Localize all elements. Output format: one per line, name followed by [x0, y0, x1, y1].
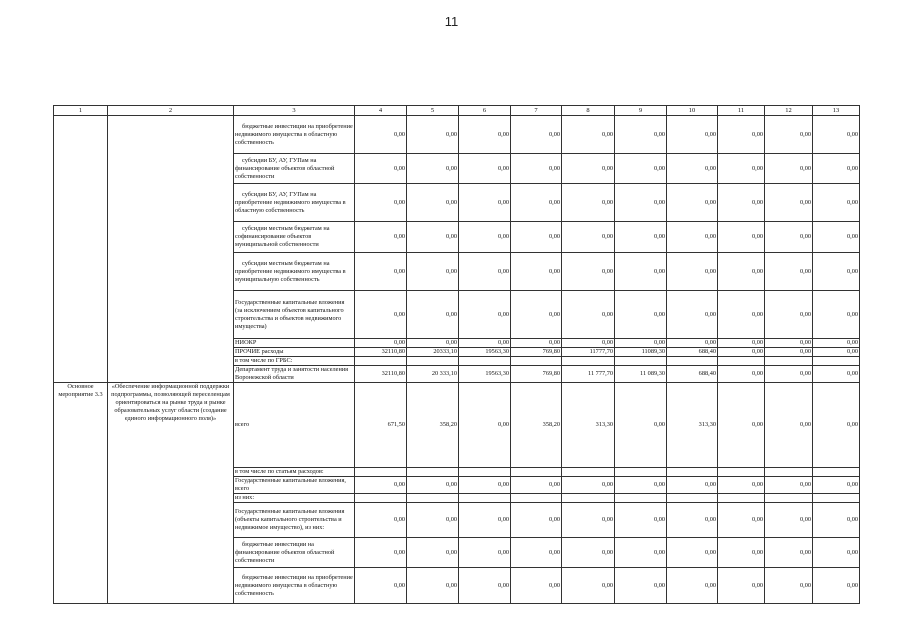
value-cell: 0,00: [562, 339, 615, 348]
value-cell: 0,00: [765, 568, 813, 604]
value-cell: 0,00: [813, 291, 860, 339]
table-header-row: [54, 106, 860, 116]
value-cell: 0,00: [511, 116, 562, 154]
value-cell: 769,80: [511, 366, 562, 383]
value-cell: 19563,30: [459, 366, 511, 383]
value-cell: 769,80: [511, 348, 562, 357]
value-cell: 0,00: [407, 116, 459, 154]
value-cell: 671,50: [355, 383, 407, 468]
table-body: [54, 106, 860, 604]
value-cell: 0,00: [667, 291, 718, 339]
value-cell: [765, 357, 813, 366]
column-header: 3: [234, 106, 355, 116]
column-header: 2: [108, 106, 234, 116]
value-cell: 0,00: [667, 538, 718, 568]
value-cell: 0,00: [813, 503, 860, 538]
value-cell: 0,00: [459, 383, 511, 468]
value-cell: 0,00: [355, 154, 407, 184]
value-cell: 0,00: [765, 291, 813, 339]
value-cell: 0,00: [615, 291, 667, 339]
column-header: 4: [355, 106, 407, 116]
value-cell: 358,20: [407, 383, 459, 468]
value-cell: 0,00: [355, 253, 407, 291]
value-cell: 0,00: [562, 477, 615, 494]
value-cell: 0,00: [718, 348, 765, 357]
value-cell: [355, 494, 407, 503]
value-cell: [765, 494, 813, 503]
value-cell: 0,00: [459, 116, 511, 154]
value-cell: 0,00: [765, 154, 813, 184]
value-cell: 0,00: [459, 154, 511, 184]
value-cell: 19563,30: [459, 348, 511, 357]
table-row: [54, 116, 860, 154]
value-cell: 0,00: [765, 477, 813, 494]
value-cell: [407, 357, 459, 366]
value-cell: 0,00: [615, 154, 667, 184]
value-cell: 688,40: [667, 366, 718, 383]
value-cell: 32110,80: [355, 366, 407, 383]
value-cell: 0,00: [562, 184, 615, 222]
value-cell: [511, 357, 562, 366]
row-label: в том числе по ГРБС:: [234, 357, 355, 366]
value-cell: [562, 468, 615, 477]
value-cell: 20 333,10: [407, 366, 459, 383]
value-cell: 0,00: [765, 339, 813, 348]
value-cell: [667, 468, 718, 477]
value-cell: 0,00: [667, 184, 718, 222]
value-cell: [459, 357, 511, 366]
value-cell: 0,00: [718, 291, 765, 339]
value-cell: 0,00: [813, 366, 860, 383]
value-cell: 0,00: [562, 154, 615, 184]
column-header: 12: [765, 106, 813, 116]
value-cell: 0,00: [615, 222, 667, 253]
value-cell: 0,00: [667, 477, 718, 494]
value-cell: 0,00: [562, 116, 615, 154]
value-cell: 0,00: [667, 339, 718, 348]
value-cell: 0,00: [667, 222, 718, 253]
value-cell: 0,00: [459, 222, 511, 253]
row-label: субсидии БУ, АУ, ГУПам на финансирование объектов областной собственности: [234, 154, 355, 184]
value-cell: [459, 494, 511, 503]
value-cell: 0,00: [511, 477, 562, 494]
row-label: бюджетные инвестиции на приобретение недвижимого имущества в областную собственность: [234, 568, 355, 604]
value-cell: 0,00: [511, 253, 562, 291]
value-cell: 0,00: [355, 568, 407, 604]
value-cell: 0,00: [407, 568, 459, 604]
value-cell: 0,00: [459, 568, 511, 604]
value-cell: 0,00: [459, 339, 511, 348]
value-cell: 313,30: [562, 383, 615, 468]
value-cell: 0,00: [407, 291, 459, 339]
value-cell: 0,00: [765, 366, 813, 383]
row-label: субсидии БУ, АУ, ГУПам на приобретение недвижимого имущества в областную собственность: [234, 184, 355, 222]
value-cell: 0,00: [355, 477, 407, 494]
value-cell: 11 089,30: [615, 366, 667, 383]
value-cell: 0,00: [718, 477, 765, 494]
value-cell: 0,00: [511, 503, 562, 538]
value-cell: 0,00: [765, 538, 813, 568]
value-cell: 0,00: [813, 477, 860, 494]
value-cell: 0,00: [459, 503, 511, 538]
value-cell: 0,00: [667, 116, 718, 154]
value-cell: 0,00: [765, 348, 813, 357]
value-cell: 0,00: [407, 184, 459, 222]
value-cell: [615, 494, 667, 503]
row-label: субсидии местным бюджетам на приобретение недвижимого имущества в муниципальную собственность: [234, 253, 355, 291]
value-cell: 0,00: [355, 538, 407, 568]
value-cell: 0,00: [355, 503, 407, 538]
value-cell: 0,00: [407, 477, 459, 494]
value-cell: 0,00: [407, 538, 459, 568]
prior-code-cell: [54, 116, 108, 383]
column-header: 9: [615, 106, 667, 116]
row-label: всего: [234, 383, 355, 468]
value-cell: 0,00: [615, 383, 667, 468]
value-cell: 0,00: [718, 366, 765, 383]
value-cell: 0,00: [407, 339, 459, 348]
value-cell: 358,20: [511, 383, 562, 468]
value-cell: [718, 468, 765, 477]
column-header: 8: [562, 106, 615, 116]
value-cell: 11777,70: [562, 348, 615, 357]
value-cell: 0,00: [615, 538, 667, 568]
value-cell: 0,00: [459, 291, 511, 339]
value-cell: [459, 468, 511, 477]
value-cell: 0,00: [407, 222, 459, 253]
row-label: НИОКР: [234, 339, 355, 348]
value-cell: 0,00: [813, 538, 860, 568]
value-cell: 0,00: [459, 477, 511, 494]
column-header: 13: [813, 106, 860, 116]
column-header: 10: [667, 106, 718, 116]
value-cell: 0,00: [718, 503, 765, 538]
value-cell: 0,00: [459, 538, 511, 568]
value-cell: [407, 468, 459, 477]
value-cell: 20333,10: [407, 348, 459, 357]
value-cell: 0,00: [765, 222, 813, 253]
value-cell: [667, 494, 718, 503]
row-label: Государственные капитальные вложения, всего: [234, 477, 355, 494]
value-cell: 0,00: [718, 253, 765, 291]
value-cell: [667, 357, 718, 366]
value-cell: 0,00: [615, 339, 667, 348]
column-header: 7: [511, 106, 562, 116]
value-cell: 0,00: [718, 184, 765, 222]
value-cell: 0,00: [407, 154, 459, 184]
value-cell: 0,00: [511, 538, 562, 568]
value-cell: 0,00: [718, 154, 765, 184]
row-label: бюджетные инвестиции на приобретение недвижимого имущества в областную собственность: [234, 116, 355, 154]
value-cell: 0,00: [511, 291, 562, 339]
value-cell: 0,00: [511, 339, 562, 348]
value-cell: 0,00: [511, 154, 562, 184]
value-cell: 0,00: [718, 538, 765, 568]
value-cell: 688,40: [667, 348, 718, 357]
event-code: Основное мероприятие 3.3: [54, 383, 108, 604]
value-cell: [813, 494, 860, 503]
value-cell: [718, 357, 765, 366]
row-label: бюджетные инвестиции на финансирование объектов областной собственности: [234, 538, 355, 568]
row-label: ПРОЧИЕ расходы: [234, 348, 355, 357]
column-header: 1: [54, 106, 108, 116]
value-cell: 0,00: [355, 339, 407, 348]
value-cell: 0,00: [407, 503, 459, 538]
value-cell: [718, 494, 765, 503]
table-row: [54, 383, 860, 468]
value-cell: 0,00: [813, 222, 860, 253]
value-cell: 0,00: [511, 568, 562, 604]
value-cell: 0,00: [765, 383, 813, 468]
value-cell: 0,00: [615, 568, 667, 604]
value-cell: 0,00: [355, 222, 407, 253]
value-cell: 0,00: [667, 568, 718, 604]
value-cell: [615, 357, 667, 366]
column-header: 6: [459, 106, 511, 116]
value-cell: 0,00: [718, 339, 765, 348]
value-cell: 0,00: [813, 184, 860, 222]
value-cell: 0,00: [562, 291, 615, 339]
value-cell: 0,00: [355, 116, 407, 154]
value-cell: 0,00: [813, 383, 860, 468]
value-cell: 0,00: [615, 116, 667, 154]
value-cell: 0,00: [615, 477, 667, 494]
row-label: в том числе по статьям расходов:: [234, 468, 355, 477]
value-cell: 0,00: [511, 184, 562, 222]
value-cell: 0,00: [765, 116, 813, 154]
value-cell: 0,00: [765, 184, 813, 222]
value-cell: 0,00: [562, 568, 615, 604]
value-cell: 11089,30: [615, 348, 667, 357]
value-cell: [765, 468, 813, 477]
value-cell: 0,00: [765, 503, 813, 538]
value-cell: 313,30: [667, 383, 718, 468]
value-cell: [407, 494, 459, 503]
value-cell: 0,00: [562, 253, 615, 291]
value-cell: 0,00: [667, 154, 718, 184]
value-cell: 0,00: [615, 253, 667, 291]
value-cell: [562, 357, 615, 366]
column-header: 11: [718, 106, 765, 116]
value-cell: [813, 468, 860, 477]
value-cell: 0,00: [667, 253, 718, 291]
row-label: из них:: [234, 494, 355, 503]
value-cell: 0,00: [718, 116, 765, 154]
budget-table: [53, 105, 860, 604]
value-cell: 0,00: [459, 184, 511, 222]
value-cell: 32110,80: [355, 348, 407, 357]
value-cell: [813, 357, 860, 366]
value-cell: 0,00: [407, 253, 459, 291]
value-cell: 0,00: [813, 253, 860, 291]
value-cell: [355, 468, 407, 477]
value-cell: 0,00: [765, 253, 813, 291]
row-label: Государственные капитальные вложения (объекты капитального строительства и недвижимое имущество), из них:: [234, 503, 355, 538]
value-cell: 0,00: [562, 503, 615, 538]
value-cell: 0,00: [813, 116, 860, 154]
value-cell: 0,00: [355, 184, 407, 222]
value-cell: 0,00: [511, 222, 562, 253]
event-name: «Обеспечение информационной поддержки подпрограммы, позволяющей переселенцам ориентироваться на рынке труда и рынке образовательных услуг области (создание единого информационного поля)»: [108, 383, 234, 604]
value-cell: 0,00: [813, 339, 860, 348]
value-cell: [562, 494, 615, 503]
value-cell: 0,00: [615, 184, 667, 222]
value-cell: 0,00: [718, 568, 765, 604]
page-number: 11: [444, 14, 459, 29]
row-label: субсидии местным бюджетам на софинансирование объектов муниципальной собственности: [234, 222, 355, 253]
value-cell: 0,00: [718, 383, 765, 468]
value-cell: [511, 468, 562, 477]
value-cell: 11 777,70: [562, 366, 615, 383]
value-cell: 0,00: [813, 348, 860, 357]
value-cell: 0,00: [562, 222, 615, 253]
value-cell: 0,00: [667, 503, 718, 538]
value-cell: 0,00: [813, 568, 860, 604]
row-label: Департамент труда и занятости населения Воронежской области: [234, 366, 355, 383]
value-cell: 0,00: [813, 154, 860, 184]
value-cell: 0,00: [355, 291, 407, 339]
value-cell: 0,00: [459, 253, 511, 291]
prior-name-cell: [108, 116, 234, 383]
value-cell: [511, 494, 562, 503]
row-label: Государственные капитальные вложения (за исключением объектов капитального строительства и объектов недвижимого имущества): [234, 291, 355, 339]
column-header: 5: [407, 106, 459, 116]
value-cell: 0,00: [615, 503, 667, 538]
value-cell: 0,00: [562, 538, 615, 568]
value-cell: 0,00: [718, 222, 765, 253]
value-cell: [355, 357, 407, 366]
value-cell: [615, 468, 667, 477]
